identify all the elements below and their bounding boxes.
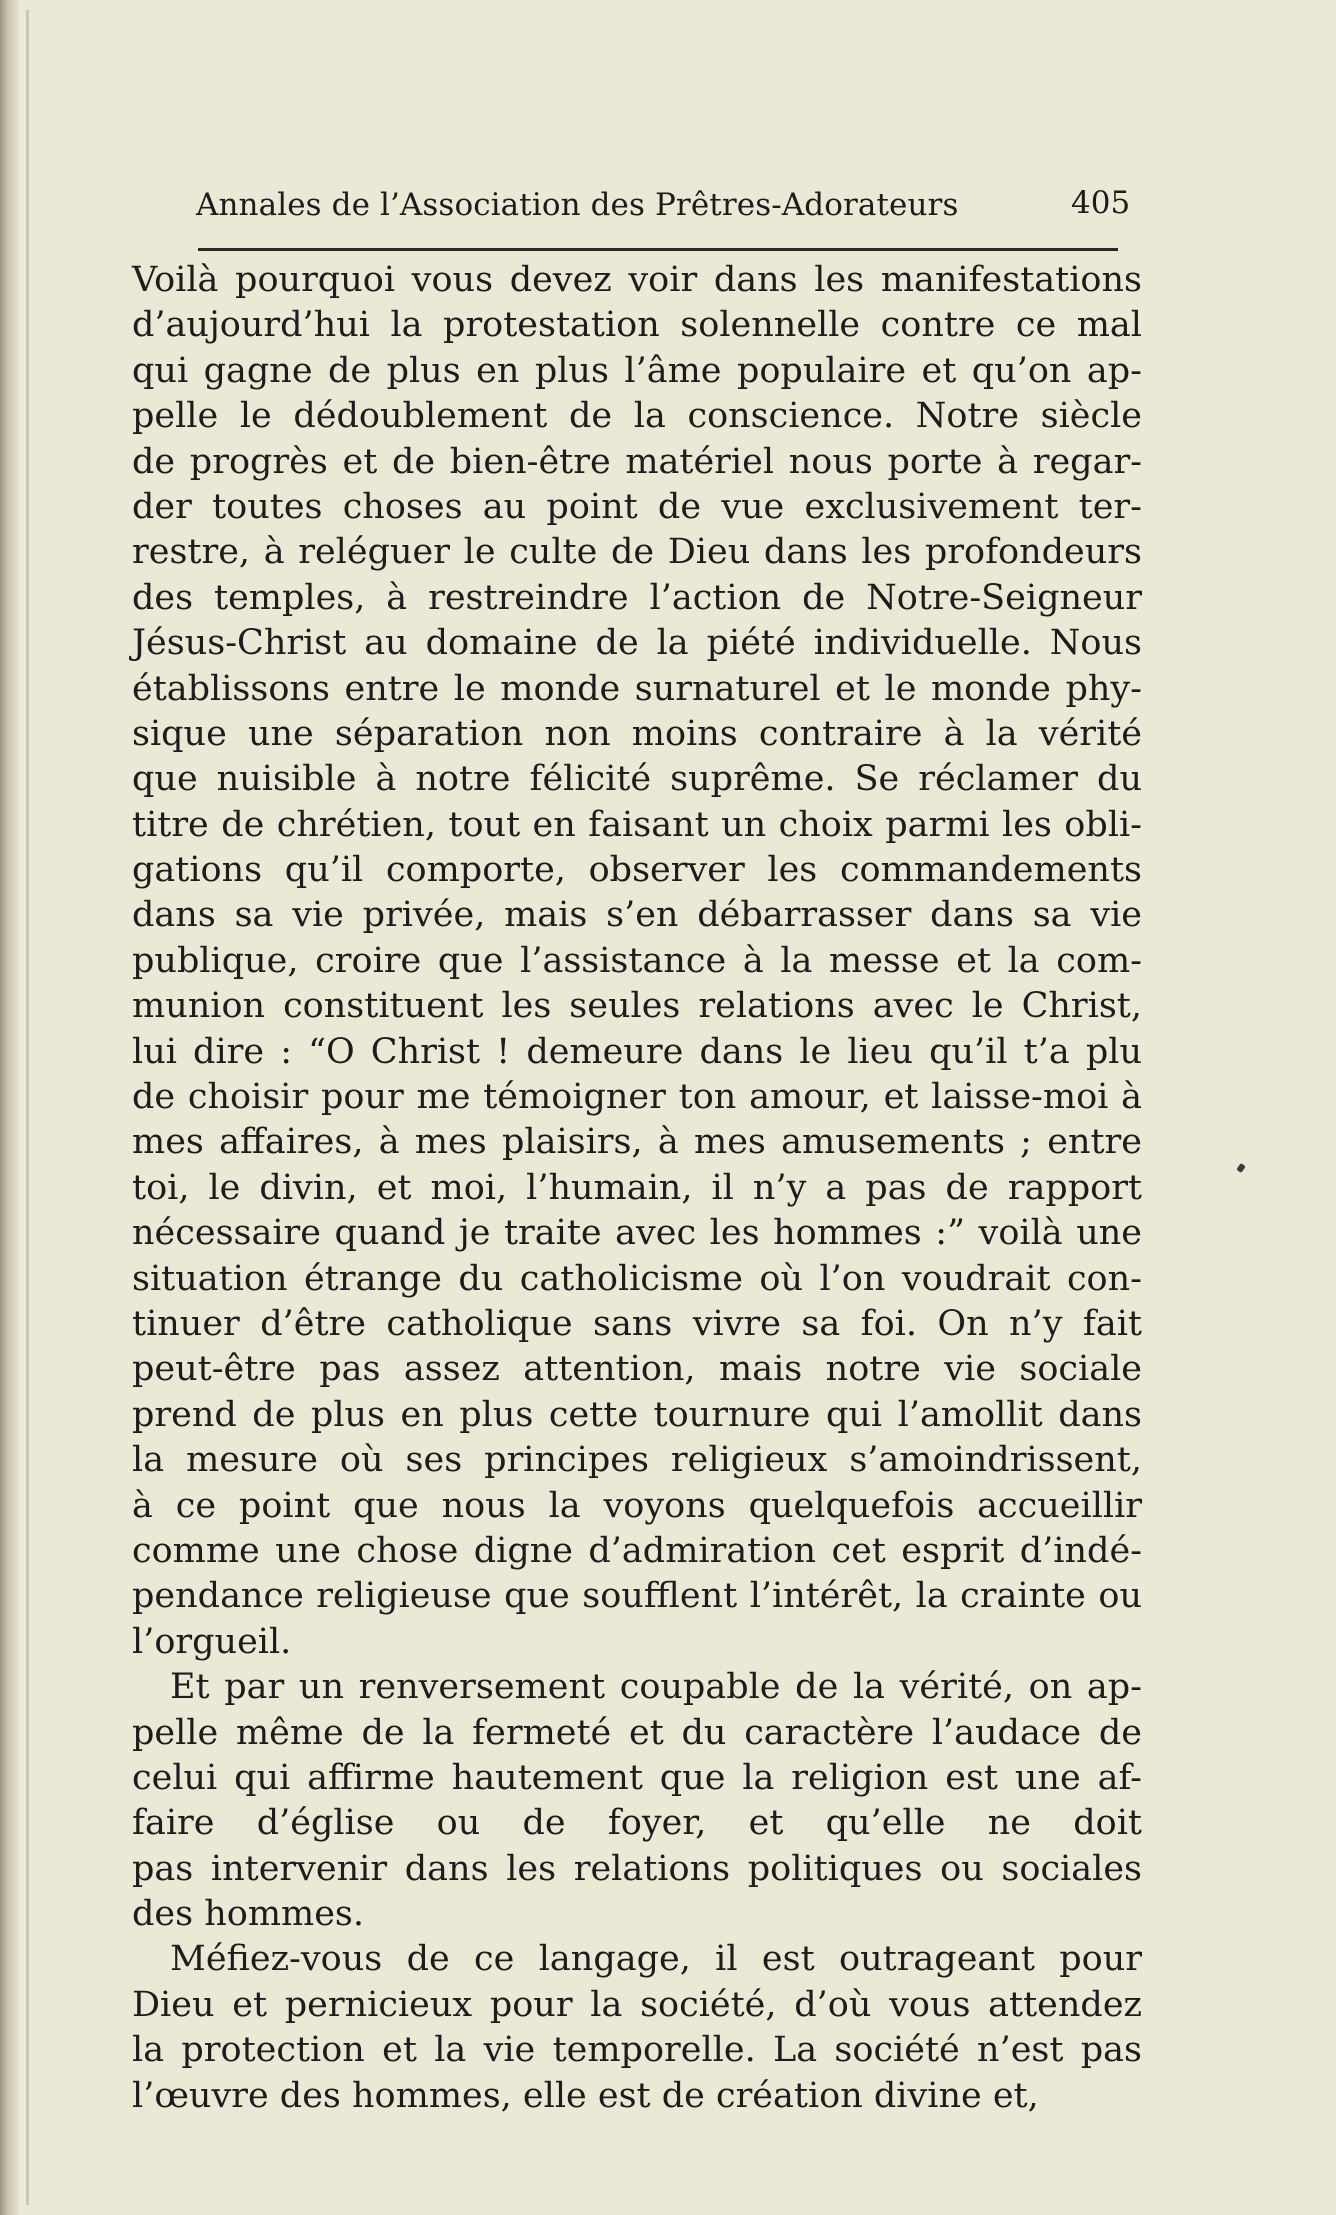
text-line: qui gagne de plus en plus l’âme populaire et qu’on ap- xyxy=(132,350,1142,391)
body-text xyxy=(132,258,1142,2119)
paragraph xyxy=(132,1937,1142,2119)
text-line: l’œuvre des hommes, elle est de création divine et, xyxy=(132,2075,1039,2116)
text-line: peut-être pas assez attention, mais notre vie sociale xyxy=(132,1349,1142,1390)
running-title: Annales de l’Association des Prêtres-Adorateurs xyxy=(196,187,959,223)
text-line: la mesure où ses principes religieux s’amoindrissent, xyxy=(132,1440,1142,1481)
text-line: situation étrange du catholicisme où l’on voudrait con- xyxy=(132,1258,1142,1299)
text-line: la protection et la vie temporelle. La société n’est pas xyxy=(132,2030,1142,2071)
text-line: Dieu et pernicieux pour la société, d’où vous attendez xyxy=(132,1984,1142,2025)
text-line: gations qu’il comporte, observer les commandements xyxy=(132,850,1142,891)
text-line: publique, croire que l’assistance à la messe et la com- xyxy=(132,940,1142,981)
header-rule xyxy=(198,248,1118,251)
text-line: Voilà pourquoi vous devez voir dans les manifestations xyxy=(132,260,1142,300)
text-line: comme une chose digne d’admiration cet esprit d’indé- xyxy=(132,1530,1142,1571)
text-line: sique une séparation non moins contraire à la vérité xyxy=(132,713,1142,754)
text-line: établissons entre le monde surnaturel et le monde phy- xyxy=(132,668,1142,709)
text-line: l’orgueil. xyxy=(132,1621,292,1662)
text-line: Jésus-Christ au domaine de la piété individuelle. Nous xyxy=(132,623,1142,664)
text-line: Méfiez-vous de ce langage, il est outrageant pour xyxy=(170,1939,1142,1980)
text-line: des hommes. xyxy=(132,1894,364,1935)
text-line: celui qui affirme hautement que la religion est une af- xyxy=(132,1757,1142,1798)
paragraph xyxy=(132,258,1142,1665)
text-line: pelle même de la fermeté et du caractère l’audace de xyxy=(132,1712,1142,1753)
text-line: de choisir pour me témoigner ton amour, et laisse-moi à xyxy=(132,1077,1142,1118)
text-line: toi, le divin, et moi, l’humain, il n’y a pas de rapport xyxy=(132,1167,1142,1208)
text-line: munion constituent les seules relations avec le Christ, xyxy=(132,986,1142,1027)
text-line: der toutes choses au point de vue exclusivement ter- xyxy=(132,486,1142,527)
ink-speck xyxy=(1236,1163,1246,1173)
text-line: pendance religieuse que soufflent l’intérêt, la crainte ou xyxy=(132,1576,1142,1617)
text-line: faire d’église ou de foyer, et qu’elle ne doit xyxy=(132,1803,1142,1844)
text-line: que nuisible à notre félicité suprême. Se réclamer du xyxy=(132,759,1142,800)
text-line: nécessaire quand je traite avec les hommes :” voilà une xyxy=(132,1213,1142,1254)
text-line: des temples, à restreindre l’action de Notre-Seigneur xyxy=(132,577,1142,618)
text-line: mes affaires, à mes plaisirs, à mes amusements ; entre xyxy=(132,1122,1142,1163)
text-line: prend de plus en plus cette tournure qui l’amollit dans xyxy=(132,1394,1142,1435)
text-line: lui dire : “O Christ ! demeure dans le lieu qu’il t’a plu xyxy=(132,1031,1142,1072)
binding-edge xyxy=(0,0,20,2215)
text-line: pas intervenir dans les relations politiques ou sociales xyxy=(132,1848,1142,1889)
text-line: dans sa vie privée, mais s’en débarrasser dans sa vie xyxy=(132,895,1142,936)
text-line: restre, à reléguer le culte de Dieu dans les profondeurs xyxy=(132,532,1142,573)
running-header xyxy=(196,184,1156,226)
text-line: pelle le dédoublement de la conscience. Notre siècle xyxy=(132,396,1142,437)
paragraph xyxy=(132,1665,1142,1937)
text-line: titre de chrétien, tout en faisant un choix parmi les obli- xyxy=(132,804,1142,845)
text-line: d’aujourd’hui la protestation solennelle contre ce mal xyxy=(132,305,1142,346)
page-number: 405 xyxy=(1071,185,1131,221)
text-line: tinuer d’être catholique sans vivre sa foi. On n’y fait xyxy=(132,1303,1142,1344)
gutter-shadow xyxy=(26,10,29,2205)
text-line: Et par un renversement coupable de la vérité, on ap- xyxy=(170,1667,1142,1708)
text-line: à ce point que nous la voyons quelquefois accueillir xyxy=(132,1485,1142,1526)
text-line: de progrès et de bien-être matériel nous porte à regar- xyxy=(132,441,1142,482)
